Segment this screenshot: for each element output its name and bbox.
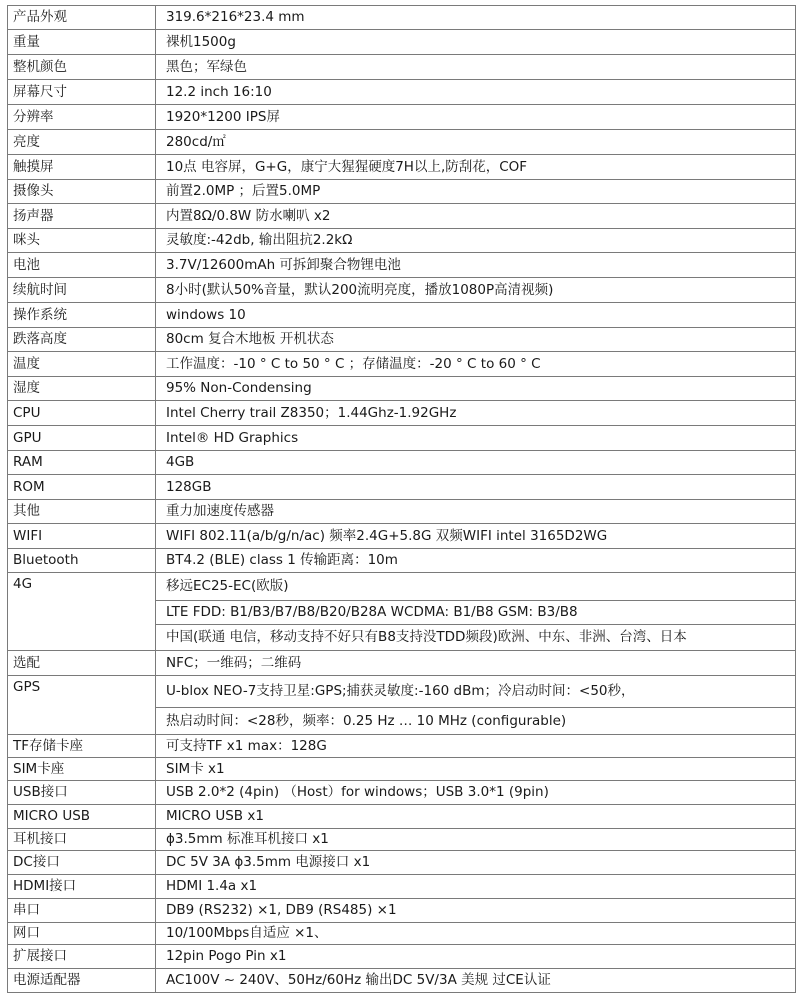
spec-row <box>8 30 796 55</box>
spec-row <box>8 204 796 229</box>
spec-row <box>8 352 796 377</box>
spec-value: 10点 电容屏，G+G，康宁大猩猩硬度7H以上,防刮花，COF <box>156 155 796 180</box>
spec-label: GPS <box>8 676 156 735</box>
spec-label: Bluetooth <box>8 549 156 573</box>
spec-label: RAM <box>8 451 156 475</box>
spec-value: NFC；一维码；二维码 <box>156 651 796 676</box>
spec-row <box>8 500 796 524</box>
spec-value: 灵敏度:-42db, 输出阻抗2.2kΩ <box>156 229 796 253</box>
spec-value: 10/100Mbps自适应 ×1、 <box>156 923 796 945</box>
spec-label: DC接口 <box>8 851 156 875</box>
spec-value: 8小时(默认50%音量，默认200流明亮度，播放1080P高清视频) <box>156 278 796 303</box>
spec-value: 热启动时间：<28秒，频率：0.25 Hz … 10 MHz (configurable) <box>156 708 796 735</box>
spec-value: WIFI 802.11(a/b/g/n/ac) 频率2.4G+5.8G 双频WIFI intel 3165D2WG <box>156 524 796 549</box>
spec-row <box>8 229 796 253</box>
spec-value: 黑色；军绿色 <box>156 55 796 80</box>
spec-label: 整机颜色 <box>8 55 156 80</box>
spec-label: 续航时间 <box>8 278 156 303</box>
spec-value: 1920*1200 IPS屏 <box>156 105 796 130</box>
spec-label: 网口 <box>8 923 156 945</box>
spec-row <box>8 451 796 475</box>
spec-label: SIM卡座 <box>8 758 156 781</box>
spec-value: LTE FDD: B1/B3/B7/B8/B20/B28A WCDMA: B1/B8 GSM: B3/B8 <box>156 601 796 625</box>
spec-label: 触摸屏 <box>8 155 156 180</box>
spec-row <box>8 278 796 303</box>
spec-table <box>7 5 796 993</box>
spec-label: 亮度 <box>8 130 156 155</box>
spec-value: Intel® HD Graphics <box>156 426 796 451</box>
spec-value: 280cd/㎡ <box>156 130 796 155</box>
spec-row <box>8 328 796 352</box>
spec-label: 串口 <box>8 899 156 923</box>
spec-value: 128GB <box>156 475 796 500</box>
spec-row <box>8 80 796 105</box>
spec-value: 3.7V/12600mAh 可拆卸聚合物锂电池 <box>156 253 796 278</box>
spec-row <box>8 549 796 573</box>
spec-value: 裸机1500g <box>156 30 796 55</box>
spec-label: 扩展接口 <box>8 945 156 969</box>
spec-label: 温度 <box>8 352 156 377</box>
spec-row <box>8 180 796 204</box>
spec-label: 产品外观 <box>8 6 156 30</box>
spec-value: USB 2.0*2 (4pin) （Host）for windows；USB 3.0*1 (9pin) <box>156 781 796 805</box>
spec-row <box>8 969 796 993</box>
spec-label: CPU <box>8 401 156 426</box>
spec-label: USB接口 <box>8 781 156 805</box>
spec-label: 操作系统 <box>8 303 156 328</box>
spec-row <box>8 105 796 130</box>
spec-row <box>8 781 796 805</box>
spec-label: 电池 <box>8 253 156 278</box>
spec-row <box>8 805 796 829</box>
spec-value: ɸ3.5mm 标准耳机接口 x1 <box>156 829 796 851</box>
spec-value: BT4.2 (BLE) class 1 传输距离：10m <box>156 549 796 573</box>
spec-label: ROM <box>8 475 156 500</box>
spec-row <box>8 651 796 676</box>
spec-label: 选配 <box>8 651 156 676</box>
spec-row <box>8 899 796 923</box>
spec-row <box>8 676 796 708</box>
spec-value: 可支持TF x1 max：128G <box>156 735 796 758</box>
spec-value: 中国(联通 电信，移动支持不好只有B8支持没TDD频段)欧洲、中东、非洲、台湾、日本 <box>156 625 796 651</box>
spec-value: SIM卡 x1 <box>156 758 796 781</box>
spec-label: 重量 <box>8 30 156 55</box>
spec-row <box>8 377 796 401</box>
spec-label: HDMI接口 <box>8 875 156 899</box>
spec-row <box>8 130 796 155</box>
spec-value: 95% Non-Condensing <box>156 377 796 401</box>
spec-label: 分辨率 <box>8 105 156 130</box>
spec-row <box>8 851 796 875</box>
spec-label: GPU <box>8 426 156 451</box>
spec-row <box>8 303 796 328</box>
spec-row <box>8 426 796 451</box>
spec-value: 12.2 inch 16:10 <box>156 80 796 105</box>
spec-row <box>8 573 796 601</box>
spec-label: 屏幕尺寸 <box>8 80 156 105</box>
spec-label: 耳机接口 <box>8 829 156 851</box>
spec-value: DC 5V 3A ɸ3.5mm 电源接口 x1 <box>156 851 796 875</box>
spec-label: 跌落高度 <box>8 328 156 352</box>
spec-value: 内置8Ω/0.8W 防水喇叭 x2 <box>156 204 796 229</box>
spec-label: MICRO USB <box>8 805 156 829</box>
spec-value: DB9 (RS232) ×1, DB9 (RS485) ×1 <box>156 899 796 923</box>
spec-row <box>8 829 796 851</box>
spec-label: 4G <box>8 573 156 651</box>
spec-row <box>8 758 796 781</box>
spec-label: 咪头 <box>8 229 156 253</box>
spec-value: U-blox NEO-7支持卫星:GPS;捕获灵敏度:-160 dBm；冷启动时间：<50秒， <box>156 676 796 708</box>
spec-row <box>8 875 796 899</box>
spec-row <box>8 401 796 426</box>
spec-row <box>8 735 796 758</box>
spec-value: HDMI 1.4a x1 <box>156 875 796 899</box>
spec-value: 工作温度：-10 ° C to 50 ° C ；存储温度：-20 ° C to 60 ° C <box>156 352 796 377</box>
spec-label: 摄像头 <box>8 180 156 204</box>
spec-row <box>8 945 796 969</box>
spec-value: 移远EC25-EC(欧版) <box>156 573 796 601</box>
spec-label: WIFI <box>8 524 156 549</box>
spec-row <box>8 155 796 180</box>
spec-value: Intel Cherry trail Z8350；1.44Ghz-1.92GHz <box>156 401 796 426</box>
spec-value: 前置2.0MP ；后置5.0MP <box>156 180 796 204</box>
spec-row <box>8 253 796 278</box>
spec-value: windows 10 <box>156 303 796 328</box>
spec-label: 湿度 <box>8 377 156 401</box>
spec-row <box>8 923 796 945</box>
spec-label: 电源适配器 <box>8 969 156 993</box>
spec-value: 80cm 复合木地板 开机状态 <box>156 328 796 352</box>
spec-row <box>8 55 796 80</box>
spec-value: 重力加速度传感器 <box>156 500 796 524</box>
spec-value: 4GB <box>156 451 796 475</box>
spec-value: 12pin Pogo Pin x1 <box>156 945 796 969</box>
spec-value: MICRO USB x1 <box>156 805 796 829</box>
spec-label: 其他 <box>8 500 156 524</box>
spec-label: 扬声器 <box>8 204 156 229</box>
spec-value: AC100V ~ 240V、50Hz/60Hz 输出DC 5V/3A 美规 过CE认证 <box>156 969 796 993</box>
spec-label: TF存储卡座 <box>8 735 156 758</box>
spec-row <box>8 475 796 500</box>
spec-row <box>8 524 796 549</box>
spec-value: 319.6*216*23.4 mm <box>156 6 796 30</box>
spec-row <box>8 6 796 30</box>
